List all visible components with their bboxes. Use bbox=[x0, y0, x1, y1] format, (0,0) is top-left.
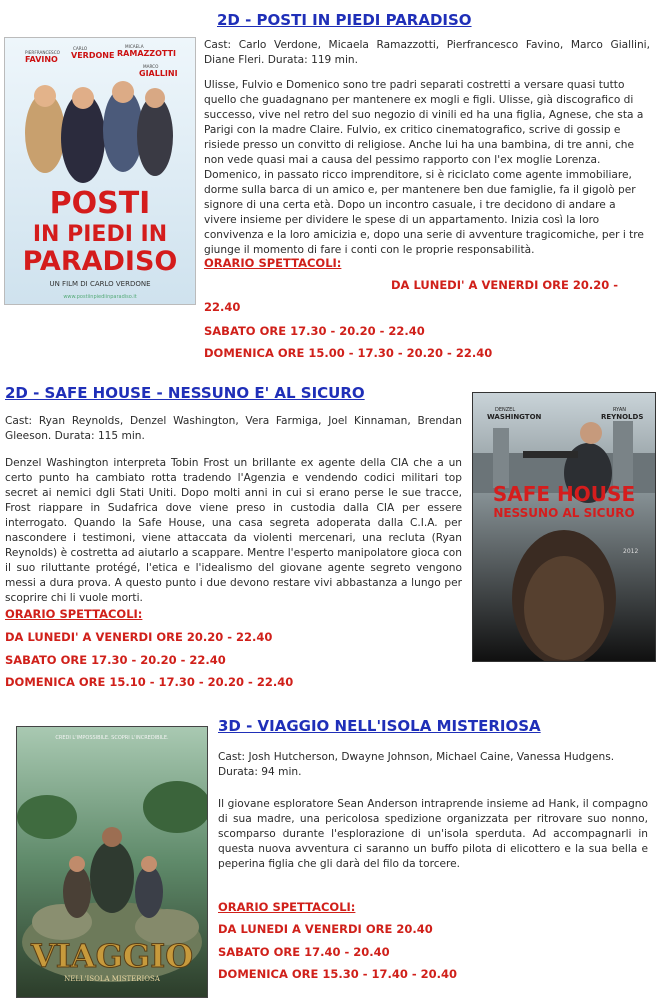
m1p-name-7: MARCO bbox=[143, 64, 159, 69]
movie3-schedule-sunday: DOMENICA ORE 15.30 - 17.40 - 20.40 bbox=[218, 967, 458, 981]
movie1-plot: Ulisse, Fulvio e Domenico sono tre padri separati costretti a versare quasi tutto quello che guadagnano per mantenere ex mogli e figli. Ulisse, già discografico di successo, vive nel retro del suo negozio di vinili ed ha una figlia, Agnese, che sta a Parigi con la madre Claire. Fulvio, ex critico cinematografico, scrive di gossip e risiede presso un convitto di religiose. Anche lui ha una bambina, di tre anni, che non vede quasi mai a causa del pessimo rapporto con l'ex moglie Lorenza. Domenico, in passato ricco imprenditore, si è riciclato come agente immobiliare, dorme sulla barca di un amico e, per mantenere ben due famiglie, fa il gigolò per signore di una certa età. Dopo un incontro casuale, i tre decidono di andare a vivere insieme per dividere le spese di un appartamento. Inizia così la loro convivenza e la loro amicizia e, dopo una serie di avventure tragicomiche, per i tre giunge il momento di fare i conti con le proprie responsabilità. bbox=[204, 79, 644, 256]
m2p-name-4: REYNOLDS bbox=[601, 413, 644, 421]
m1p-name-4: VERDONE bbox=[71, 51, 115, 60]
m1p-title-1: POSTI bbox=[49, 186, 151, 221]
movie3-schedule-saturday: SABATO ORE 17.40 - 20.40 bbox=[218, 945, 390, 959]
m1p-name-3: CARLO bbox=[73, 46, 88, 51]
m2p-name-1: DENZEL bbox=[495, 407, 516, 413]
movie2-schedule-saturday: SABATO ORE 17.30 - 20.20 - 22.40 bbox=[5, 653, 226, 667]
m3p-title-sub: NELL'ISOLA MISTERIOSA bbox=[64, 975, 160, 983]
movie2-schedule-weekday: DA LUNEDI' A VENERDI ORE 20.20 - 22.40 bbox=[5, 630, 273, 644]
movie2-plot: Denzel Washington interpreta Tobin Frost un brillante ex agente della CIA che a un certo punto ha cambiato rotta tradendo l'Agenzia e vendendo codici militari top secret ai nemici dgli Stati Uniti. Dopo molti anni in cui si erano perse le sue tracce, Frost riappare in Sudafrica dove viene preso in custodia dalla CIA per essere interrogato. Quando la Safe House, una casa segreta adoperata dalla C.I.A. per nascondere i testimoni, viene attaccata da violenti mercenari, una recluta (Ryan Reynolds) è costretta ad aiutarlo a scappare. Mentre l'esperto manipolatore gioca con il suo riluttante protégé, l'etica e l'idealismo del giovane agente segreto vengono messi a dura prova. A questo punto i due devono restare vivi abbastanza a lungo per scoprire chi li vuole morti. bbox=[5, 457, 462, 604]
movie1-poster bbox=[4, 37, 196, 305]
m3p-title-main: VIAGGIO bbox=[30, 937, 194, 975]
movie1-title[interactable]: 2D - POSTI IN PIEDI PARADISO bbox=[217, 11, 472, 29]
m2p-title-2: NESSUNO AL SICURO bbox=[493, 506, 635, 520]
m1p-name-5: MICAELA bbox=[125, 44, 144, 49]
m2p-name-3: RYAN bbox=[613, 407, 626, 413]
movie2-poster bbox=[472, 392, 656, 662]
movie1-schedule-sunday: DOMENICA ORE 15.00 - 17.30 - 20.20 - 22.40 bbox=[204, 346, 493, 360]
movie3-poster bbox=[16, 726, 208, 998]
m3p-tagline: CREDI L'IMPOSSIBILE. SCOPRI L'INCREDIBILE. bbox=[55, 735, 169, 741]
movie3-cast: Cast: Josh Hutcherson, Dwayne Johnson, Michael Caine, Vanessa Hudgens. Durata: 94 min. bbox=[218, 751, 615, 778]
movie2-schedule-header: ORARIO SPETTACOLI: bbox=[5, 607, 143, 621]
m1p-name-6: RAMAZZOTTI bbox=[117, 49, 176, 58]
m1p-url: www.postiinpiediinparadiso.it bbox=[63, 294, 137, 300]
m2p-name-2: WASHINGTON bbox=[487, 413, 542, 421]
movie3-title[interactable]: 3D - VIAGGIO NELL'ISOLA MISTERIOSA bbox=[218, 717, 541, 735]
movie3-schedule-header: ORARIO SPETTACOLI: bbox=[218, 900, 356, 914]
movie1-schedule-weekday: DA LUNEDI' A VENERDI ORE 20.20 - bbox=[391, 278, 619, 292]
m1p-title-3: PARADISO bbox=[22, 246, 178, 277]
m2p-title-1: SAFE HOUSE bbox=[492, 482, 636, 506]
movie2-schedule-sunday: DOMENICA ORE 15.10 - 17.30 - 20.20 - 22.40 bbox=[5, 675, 294, 689]
m2p-year: 2012 bbox=[623, 548, 639, 555]
movie1-schedule-saturday: SABATO ORE 17.30 - 20.20 - 22.40 bbox=[204, 324, 425, 338]
m1p-name-1: PIERFRANCESCO bbox=[25, 50, 60, 55]
m1p-name-2: FAVINO bbox=[25, 55, 58, 64]
movie1-schedule-weekday-cont: 22.40 bbox=[204, 300, 241, 314]
movie1-cast: Cast: Carlo Verdone, Micaela Ramazzotti, Pierfrancesco Favino, Marco Giallini, Diane Fleri. Durata: 119 min. bbox=[204, 39, 650, 66]
m1p-credit: UN FILM DI CARLO VERDONE bbox=[49, 280, 151, 288]
m1p-title-2: IN PIEDI IN bbox=[32, 222, 168, 247]
movie2-cast: Cast: Ryan Reynolds, Denzel Washington, Vera Farmiga, Joel Kinnaman, Brendan Gleeson. Durata: 115 min. bbox=[5, 415, 462, 442]
m1p-name-8: GIALLINI bbox=[139, 69, 178, 78]
movie2-title[interactable]: 2D - SAFE HOUSE - NESSUNO E' AL SICURO bbox=[5, 384, 365, 402]
movie3-schedule-weekday: DA LUNEDI A VENERDI ORE 20.40 bbox=[218, 922, 433, 936]
movie1-schedule-header: ORARIO SPETTACOLI: bbox=[204, 256, 342, 270]
movie3-plot: Il giovane esploratore Sean Anderson intraprende insieme ad Hank, il compagno di sua madre, una pericolosa spedizione organizzata per ritrovare suo nonno, scomparso durante l'esplorazione di un'isola sperduta. Ad accompagnarli in questa nuova avventura ci saranno un buffo pilota di elicottero e la sua bella e peperina figlia che gli darà del filo da torcere. bbox=[218, 798, 648, 870]
